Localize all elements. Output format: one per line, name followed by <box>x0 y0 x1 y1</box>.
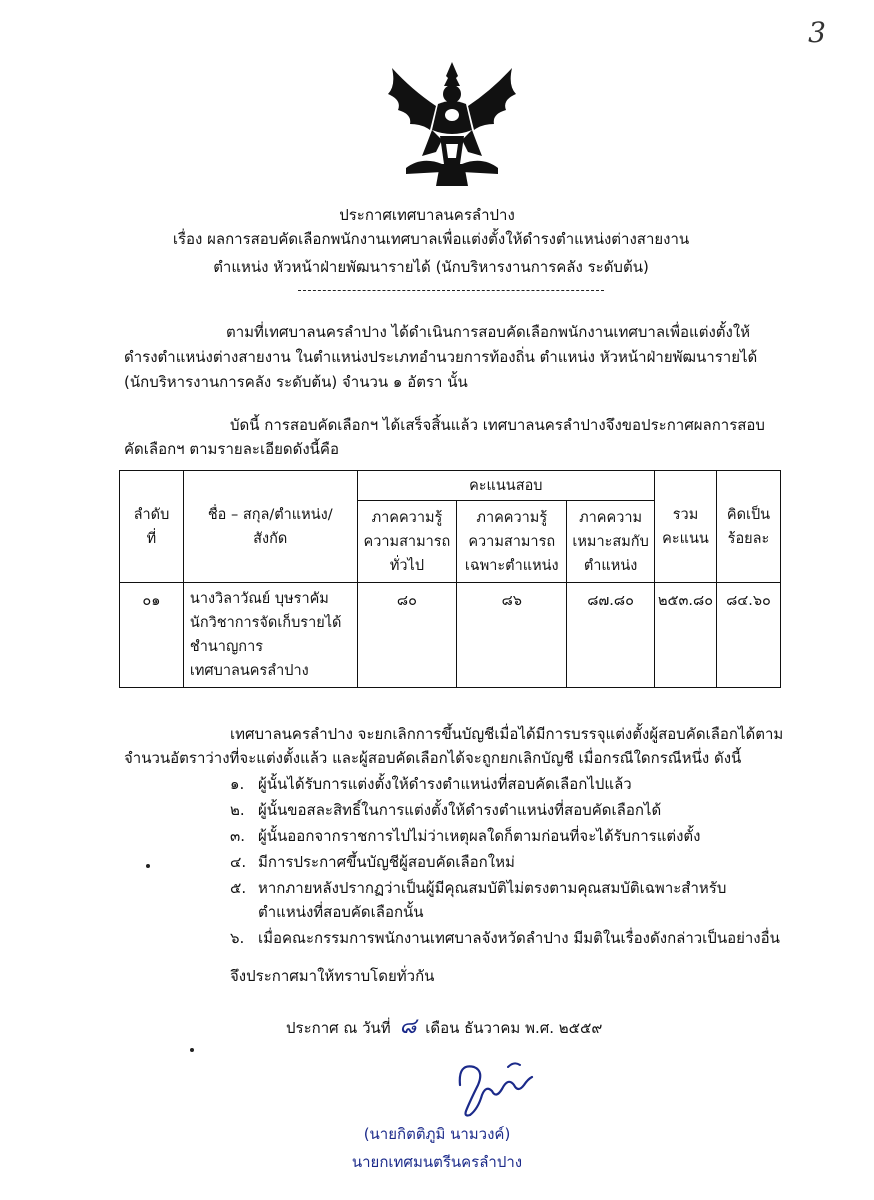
paragraph-1-line-2: ดำรงตำแหน่งต่างสายงาน ในตำแหน่งประเภทอำนวยการท้องถิ่น ตำแหน่ง หัวหน้าฝ่ายพัฒนารายได้ <box>124 348 758 366</box>
announcement-date: ประกาศ ณ วันที่ ๘ เดือน ธันวาคม พ.ศ. ๒๕๕๙ <box>286 1014 603 1039</box>
list-item: ๔. มีการประกาศขึ้นบัญชีผู้สอบคัดเลือกใหม่ <box>230 853 515 871</box>
signer-position: นายกเทศมนตรีนครลำปาง <box>351 1153 523 1171</box>
col-header-total: รวม คะแนน <box>655 471 717 583</box>
garuda-emblem-icon <box>382 60 522 188</box>
announcement-position: ตำแหน่ง หัวหน้าฝ่ายพัฒนารายได้ (นักบริหารงานการคลัง ระดับต้น) <box>213 258 649 276</box>
cell-percent: ๘๔.๖๐ <box>717 583 781 688</box>
cell-score-specific: ๘๖ <box>457 583 567 688</box>
paragraph-3-line-1: เทศบาลนครลำปาง จะยกเลิกการขึ้นบัญชีเมื่อได้มีการบรรจุแต่งตั้งผู้สอบคัดเลือกได้ตาม <box>230 725 784 743</box>
list-item: ๑. ผู้นั้นได้รับการแต่งตั้งให้ดำรงตำแหน่งที่สอบคัดเลือกไปแล้ว <box>230 775 632 793</box>
cell-name: นางวิลาวัณย์ บุษราคัม นักวิชาการจัดเก็บรายได้ ชำนาญการ เทศบาลนครลำปาง <box>183 583 357 688</box>
table-row <box>120 583 781 688</box>
cell-total: ๒๕๓.๘๐ <box>655 583 717 688</box>
list-item: ๖. เมื่อคณะกรรมการพนักงานเทศบาลจังหวัดลำปาง มีมติในเรื่องดังกล่าวเป็นอย่างอื่น <box>230 929 780 947</box>
scan-speck <box>146 864 150 868</box>
list-item: ๒. ผู้นั้นขอสละสิทธิ์ในการแต่งตั้งให้ดำรงตำแหน่งที่สอบคัดเลือกได้ <box>230 801 662 819</box>
handwritten-signature <box>448 1055 538 1125</box>
announcement-subject: เรื่อง ผลการสอบคัดเลือกพนักงานเทศบาลเพื่อแต่งตั้งให้ดำรงตำแหน่งต่างสายงาน <box>172 230 690 248</box>
scan-speck <box>190 1048 194 1052</box>
col-header-percent: คิดเป็น ร้อยละ <box>717 471 781 583</box>
signer-name: (นายกิตติภูมิ นามวงค์) <box>363 1125 511 1143</box>
col-header-suitability: ภาคความ เหมาะสมกับ ตำแหน่ง <box>567 501 655 583</box>
col-header-scores: คะแนนสอบ <box>357 471 655 501</box>
announcement-title: ประกาศเทศบาลนครลำปาง <box>339 206 515 224</box>
page-number: 3 <box>808 16 826 49</box>
paragraph-3-line-2: จำนวนอัตราว่างที่จะแต่งตั้งแล้ว และผู้สอบคัดเลือกได้จะถูกยกเลิกบัญชี เมื่อกรณีใดกรณีหนึ่ง ดังนี้ <box>124 749 742 767</box>
cancellation-conditions-list <box>230 772 780 950</box>
paragraph-2-line-2: คัดเลือกฯ ตามรายละเอียดดังนี้คือ <box>124 440 339 458</box>
date-day-handwritten: ๘ <box>399 1014 417 1039</box>
paragraph-2-line-1: บัดนี้ การสอบคัดเลือกฯ ได้เสร็จสิ้นแล้ว เทศบาลนครลำปางจึงขอประกาศผลการสอบ <box>230 416 765 434</box>
exam-results-table <box>119 470 781 688</box>
list-item: ๕. หากภายหลังปรากฏว่าเป็นผู้มีคุณสมบัติไม่ตรงตามคุณสมบัติเฉพาะสำหรับตำแหน่งที่สอบคัดเลือกนั้น <box>230 879 727 921</box>
col-header-name: ชื่อ – สกุล/ตำแหน่ง/ สังกัด <box>183 471 357 583</box>
col-header-specific-knowledge: ภาคความรู้ ความสามารถ เฉพาะตำแหน่ง <box>457 501 567 583</box>
col-header-no: ลำดับ ที่ <box>120 471 184 583</box>
col-header-general-knowledge: ภาคความรู้ ความสามารถ ทั่วไป <box>357 501 457 583</box>
paragraph-1-line-1: ตามที่เทศบาลนครลำปาง ได้ดำเนินการสอบคัดเลือกพนักงานเทศบาลเพื่อแต่งตั้งให้ <box>226 323 751 341</box>
closing-statement: จึงประกาศมาให้ทราบโดยทั่วกัน <box>230 967 435 985</box>
header-divider <box>298 290 604 291</box>
cell-score-suitability: ๘๗.๘๐ <box>567 583 655 688</box>
paragraph-1-line-3: (นักบริหารงานการคลัง ระดับต้น) จำนวน ๑ อัตรา นั้น <box>124 373 468 391</box>
cell-no: ๐๑ <box>120 583 184 688</box>
list-item: ๓. ผู้นั้นออกจากราชการไปไม่ว่าเหตุผลใดก็ตามก่อนที่จะได้รับการแต่งตั้ง <box>230 827 701 845</box>
cell-score-general: ๘๐ <box>357 583 457 688</box>
